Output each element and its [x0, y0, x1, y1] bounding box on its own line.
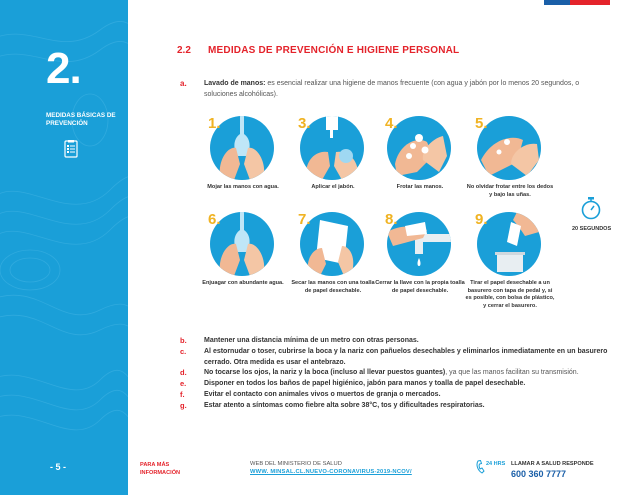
list-text-bold: No tocarse los ojos, la nariz y la boca (incluso al llevar puestos guantes) — [204, 369, 446, 377]
timer-label: 20 SEGUNDOS — [572, 226, 612, 232]
salud-responde-label: LLAMAR A SALUD RESPONDE — [511, 461, 594, 467]
list-letter: f. — [180, 389, 185, 399]
item-a-bold: Lavado de manos: — [204, 80, 266, 87]
section-number: 2.2 — [177, 45, 191, 56]
sidebar — [0, 0, 128, 495]
step-caption: Mojar las manos con agua. — [207, 184, 279, 190]
list-text-bold: Estar atento a síntomas como fiebre alta sobre 38°C, tos y dificultades respiratorias. — [204, 401, 485, 409]
item-a-letter: a. — [180, 79, 187, 88]
stopwatch-icon — [580, 196, 602, 220]
item-a-text — [204, 79, 604, 100]
list-letter: g. — [180, 400, 187, 410]
hours-label: 24 HRS — [486, 461, 506, 467]
list-letter: d. — [180, 368, 187, 378]
step-caption: Cerrar la llave con la propia toalla de papel desechable. — [375, 280, 465, 294]
list-text-bold: Mantener una distancia mínima de un metro con otras personas. — [204, 337, 419, 344]
step-number: 9. — [475, 211, 488, 228]
list-item — [178, 347, 618, 369]
salud-responde-phone[interactable]: 600 360 7777 — [511, 469, 567, 479]
list-text-bold: Disponer en todos los baños de papel higiénico, jabón para manos y toalla de papel desechable. — [204, 380, 526, 388]
step-caption: Enjuagar con abundante agua. — [202, 280, 284, 286]
step-number: 7. — [298, 211, 311, 228]
chapter-number: 2. — [46, 44, 81, 93]
list-item — [178, 336, 618, 347]
page-number: - 5 - — [50, 462, 67, 472]
chapter-title: MEDIDAS BÁSICAS DE PREVENCIÓN — [46, 112, 116, 127]
ministry-website-link[interactable]: WWW. MINSAL.CL.NUEVO-CORONAVIRUS-2019-NCOV/ — [250, 469, 412, 475]
step-caption: Tirar el papel desechable a un basurero con tapa de pedal y, si es posible, con bolsa de plástico, y cerrar el basurero. — [465, 280, 555, 309]
step-caption: Aplicar el jabón. — [311, 184, 355, 190]
list-text-bold: Al estornudar o toser, cubrirse la boca y la nariz con pañuelos desechables y eliminarlos inmediatamente en un basurero cerrado. Otra medida es usar el antebrazo. — [204, 347, 608, 366]
step-number: 4. — [385, 115, 398, 132]
step-number: 1. — [208, 115, 221, 132]
step-number: 3. — [298, 115, 311, 132]
flag-stripe-blue — [544, 0, 570, 5]
list-text-normal: , ya que las manos facilitan su transmisión. — [445, 369, 579, 377]
section-title: MEDIDAS DE PREVENCIÓN E HIGIENE PERSONAL — [208, 45, 460, 56]
more-info-label: PARA MÁS INFORMACIÓN — [140, 462, 181, 476]
step-caption: No olvidar frotar entre los dedos y bajo las uñas. — [466, 184, 554, 198]
list-letter: e. — [180, 379, 187, 389]
step-caption: Secar las manos con una toalla de papel desechable. — [291, 280, 375, 294]
item-a-body: es esencial realizar una higiene de manos frecuente (con agua y jabón por lo menos 20 segundos, o soluciones alcohólicas). — [204, 80, 580, 98]
list-item — [178, 401, 618, 412]
list-item — [178, 379, 618, 390]
list-letter: c. — [180, 346, 187, 356]
step-number: 8. — [385, 211, 398, 228]
step-caption: Frotar las manos. — [396, 184, 444, 190]
list-letter: b. — [180, 336, 187, 345]
list-item — [178, 368, 618, 379]
document-checklist-icon — [64, 140, 78, 158]
list-item — [178, 390, 618, 401]
web-label: WEB DEL MINISTERIO DE SALUD — [250, 461, 342, 467]
step-number: 5. — [475, 115, 488, 132]
flag-stripe-red — [570, 0, 610, 5]
step-number: 6. — [208, 211, 221, 228]
prevention-measures-list — [178, 336, 618, 412]
list-text-bold: Evitar el contacto con animales vivos o muertos de granja o mercados. — [204, 390, 441, 398]
